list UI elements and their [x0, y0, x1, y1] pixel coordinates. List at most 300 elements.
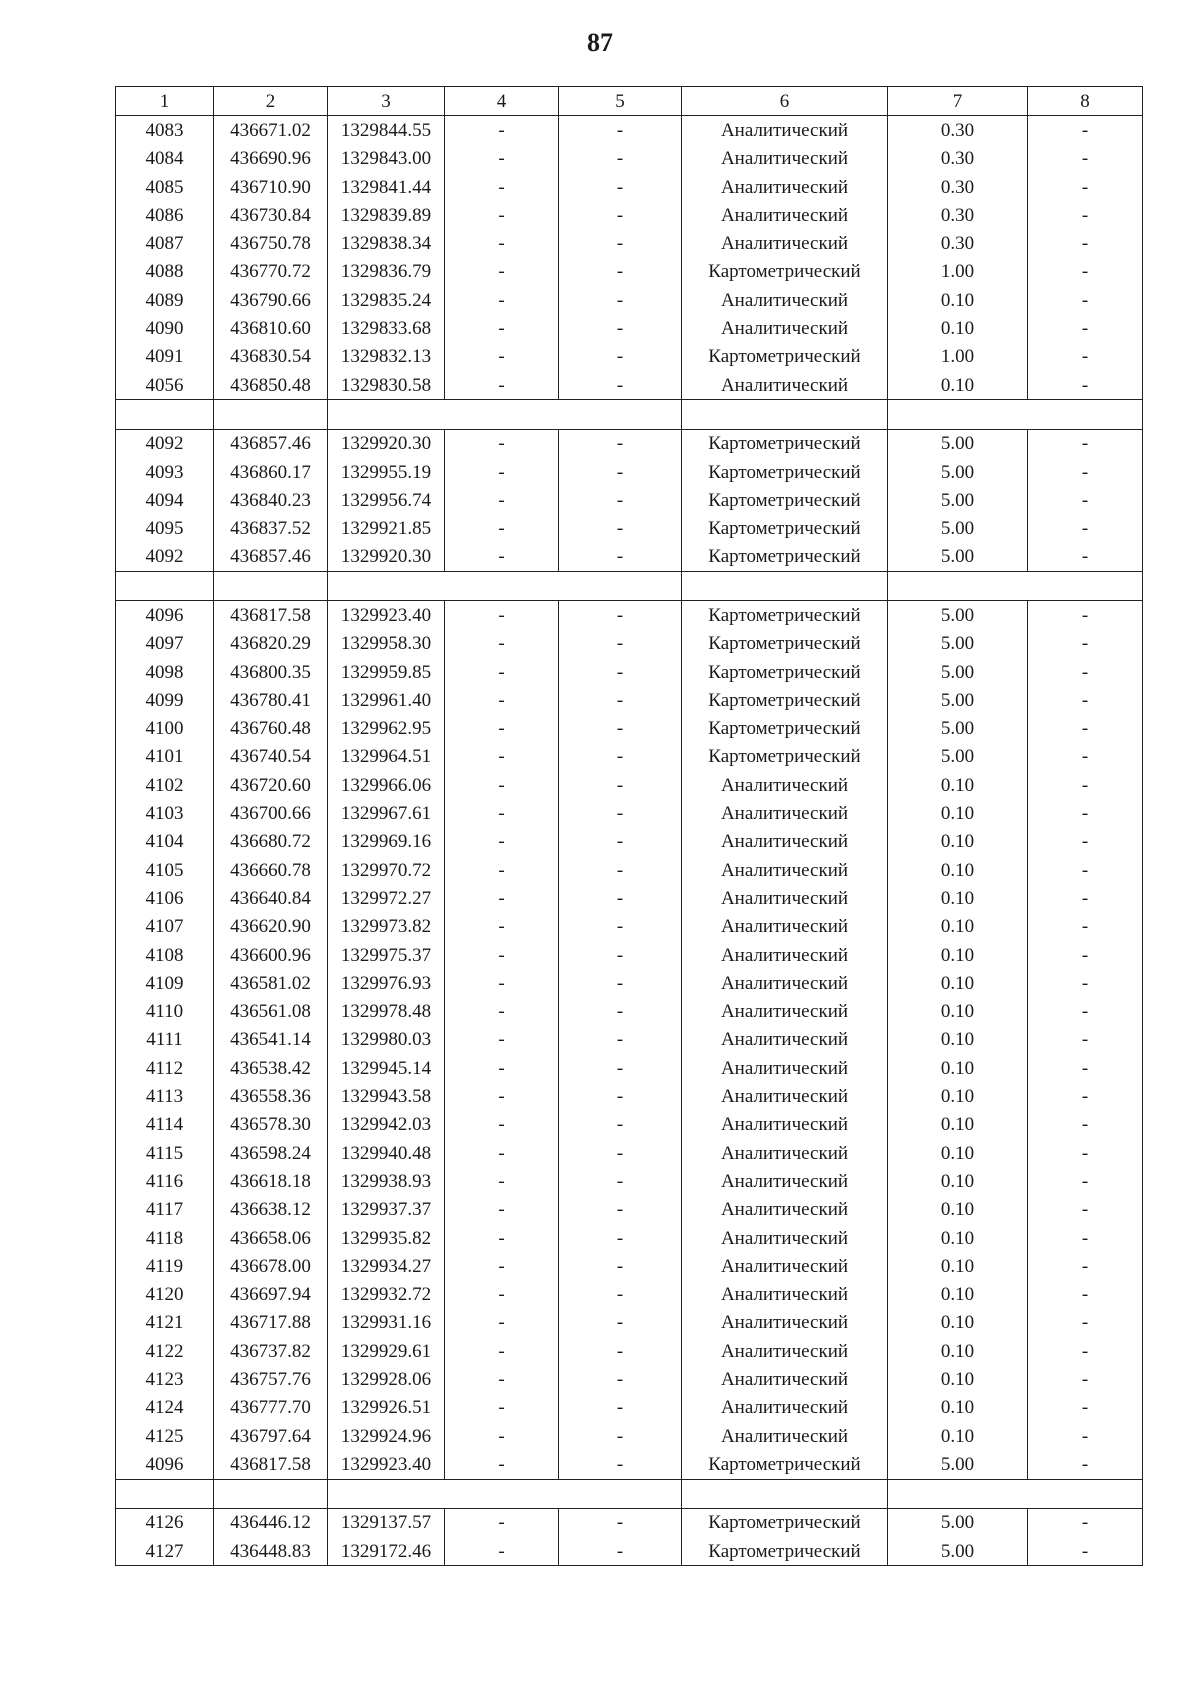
- table-cell: -: [1028, 601, 1143, 630]
- table-cell: Картометрический: [682, 429, 888, 458]
- table-row: [116, 258, 1143, 286]
- table-cell: 4083: [116, 116, 214, 145]
- table-cell: -: [1028, 1026, 1143, 1054]
- table-cell: 436600.96: [214, 941, 328, 969]
- table-cell: 1329835.24: [328, 286, 445, 314]
- table-cell: -: [1028, 1054, 1143, 1082]
- table-cell: -: [445, 1337, 559, 1365]
- table-cell: 436860.17: [214, 458, 328, 486]
- table-cell: Аналитический: [682, 173, 888, 201]
- table-cell: 4095: [116, 514, 214, 542]
- empty-cell: [328, 400, 445, 429]
- table-cell: Картометрический: [682, 458, 888, 486]
- table-cell: -: [1028, 828, 1143, 856]
- table-cell: -: [559, 828, 682, 856]
- empty-cell: [328, 572, 445, 601]
- table-cell: 1329920.30: [328, 543, 445, 572]
- table-cell: 1329923.40: [328, 601, 445, 630]
- table-row: [116, 856, 1143, 884]
- table-cell: -: [559, 601, 682, 630]
- table-cell: -: [1028, 658, 1143, 686]
- table-cell: 436760.48: [214, 715, 328, 743]
- separator-row: [116, 1479, 1143, 1508]
- table-cell: 436618.18: [214, 1167, 328, 1195]
- table-row: [116, 1422, 1143, 1450]
- table-cell: 4089: [116, 286, 214, 314]
- table-cell: -: [445, 686, 559, 714]
- table-cell: 1329973.82: [328, 913, 445, 941]
- table-cell: -: [1028, 1252, 1143, 1280]
- table-cell: Аналитический: [682, 1082, 888, 1110]
- page-number: 87: [587, 28, 613, 57]
- table-row: [116, 486, 1143, 514]
- table-cell: 4112: [116, 1054, 214, 1082]
- table-cell: -: [1028, 343, 1143, 371]
- table-row: [116, 201, 1143, 229]
- table-cell: -: [445, 1252, 559, 1280]
- table-cell: 0.30: [888, 229, 1028, 257]
- table-cell: 436658.06: [214, 1224, 328, 1252]
- table-cell: 1329942.03: [328, 1111, 445, 1139]
- table-cell: Картометрический: [682, 686, 888, 714]
- table-cell: -: [559, 514, 682, 542]
- table-cell: 4114: [116, 1111, 214, 1139]
- table-cell: -: [445, 286, 559, 314]
- table-row: [116, 743, 1143, 771]
- table-cell: -: [1028, 856, 1143, 884]
- table-cell: 0.10: [888, 1365, 1028, 1393]
- empty-cell: [116, 1479, 214, 1508]
- table-cell: -: [445, 201, 559, 229]
- table-row: [116, 1537, 1143, 1566]
- table-row: [116, 1365, 1143, 1393]
- table-cell: 0.10: [888, 771, 1028, 799]
- table-cell: 4125: [116, 1422, 214, 1450]
- table-cell: -: [1028, 998, 1143, 1026]
- table-cell: -: [1028, 258, 1143, 286]
- table-cell: -: [559, 486, 682, 514]
- table-row: [116, 1337, 1143, 1365]
- table-cell: -: [559, 1394, 682, 1422]
- table-cell: 1329921.85: [328, 514, 445, 542]
- table-cell: 0.10: [888, 1167, 1028, 1195]
- table-cell: 436446.12: [214, 1508, 328, 1537]
- table-cell: -: [445, 1082, 559, 1110]
- table-cell: -: [445, 630, 559, 658]
- table-cell: 4118: [116, 1224, 214, 1252]
- table-cell: 436750.78: [214, 229, 328, 257]
- table-cell: Аналитический: [682, 913, 888, 941]
- empty-cell: [214, 1479, 328, 1508]
- table-cell: -: [445, 1537, 559, 1566]
- table-cell: -: [445, 514, 559, 542]
- table-cell: Аналитический: [682, 969, 888, 997]
- table-cell: Картометрический: [682, 543, 888, 572]
- table-row: [116, 1309, 1143, 1337]
- table-cell: 0.30: [888, 116, 1028, 145]
- table-cell: -: [1028, 969, 1143, 997]
- table-cell: 436680.72: [214, 828, 328, 856]
- table-cell: -: [445, 1394, 559, 1422]
- table-cell: -: [559, 116, 682, 145]
- table-row: [116, 1167, 1143, 1195]
- table-cell: -: [1028, 145, 1143, 173]
- empty-cell: [445, 572, 559, 601]
- table-row: [116, 458, 1143, 486]
- table-cell: 4093: [116, 458, 214, 486]
- table-cell: 0.10: [888, 1082, 1028, 1110]
- table-cell: 4097: [116, 630, 214, 658]
- table-cell: 436561.08: [214, 998, 328, 1026]
- table-cell: -: [445, 658, 559, 686]
- table-cell: -: [1028, 1337, 1143, 1365]
- table-cell: -: [1028, 1224, 1143, 1252]
- table-cell: -: [445, 1280, 559, 1308]
- table-cell: 436857.46: [214, 429, 328, 458]
- table-row: [116, 371, 1143, 400]
- empty-cell: [888, 1479, 1028, 1508]
- empty-cell: [445, 1479, 559, 1508]
- table-cell: 436558.36: [214, 1082, 328, 1110]
- empty-cell: [116, 400, 214, 429]
- table-cell: Аналитический: [682, 1337, 888, 1365]
- table-cell: -: [559, 201, 682, 229]
- table-cell: 0.10: [888, 1280, 1028, 1308]
- table-cell: 436780.41: [214, 686, 328, 714]
- table-cell: -: [445, 543, 559, 572]
- table-cell: -: [559, 258, 682, 286]
- table-cell: Аналитический: [682, 828, 888, 856]
- table-cell: 1329920.30: [328, 429, 445, 458]
- table-cell: -: [1028, 371, 1143, 400]
- table-cell: Аналитический: [682, 201, 888, 229]
- table-cell: Картометрический: [682, 1537, 888, 1566]
- table-cell: 5.00: [888, 514, 1028, 542]
- table-row: [116, 1082, 1143, 1110]
- table-cell: 0.10: [888, 371, 1028, 400]
- table-row: [116, 343, 1143, 371]
- table-cell: 436820.29: [214, 630, 328, 658]
- table-cell: -: [445, 1026, 559, 1054]
- table-cell: -: [559, 998, 682, 1026]
- table-cell: -: [559, 1139, 682, 1167]
- table-body: [116, 116, 1143, 1566]
- table-cell: -: [559, 173, 682, 201]
- table-cell: 0.10: [888, 1422, 1028, 1450]
- table-cell: Картометрический: [682, 630, 888, 658]
- table-cell: -: [445, 343, 559, 371]
- table-cell: 436740.54: [214, 743, 328, 771]
- table-cell: Аналитический: [682, 145, 888, 173]
- table-cell: Картометрический: [682, 514, 888, 542]
- table-cell: 4098: [116, 658, 214, 686]
- table-cell: Аналитический: [682, 116, 888, 145]
- table-cell: -: [1028, 1111, 1143, 1139]
- table-row: [116, 1224, 1143, 1252]
- table-cell: 4105: [116, 856, 214, 884]
- table-row: [116, 998, 1143, 1026]
- table-cell: 5.00: [888, 686, 1028, 714]
- table-cell: -: [559, 715, 682, 743]
- table-cell: 436850.48: [214, 371, 328, 400]
- table-cell: 1329975.37: [328, 941, 445, 969]
- table-cell: 4085: [116, 173, 214, 201]
- table-row: [116, 429, 1143, 458]
- empty-cell: [1028, 572, 1143, 601]
- table-cell: 4090: [116, 314, 214, 342]
- table-cell: -: [445, 145, 559, 173]
- table-cell: 4107: [116, 913, 214, 941]
- table-cell: Аналитический: [682, 1280, 888, 1308]
- table-cell: -: [445, 913, 559, 941]
- table-cell: -: [445, 1224, 559, 1252]
- table-cell: 436541.14: [214, 1026, 328, 1054]
- empty-cell: [682, 400, 888, 429]
- table-row: [116, 1026, 1143, 1054]
- table-cell: 4123: [116, 1365, 214, 1393]
- table-cell: 5.00: [888, 601, 1028, 630]
- table-cell: -: [1028, 514, 1143, 542]
- table-cell: 1329137.57: [328, 1508, 445, 1537]
- table-cell: -: [1028, 941, 1143, 969]
- table-cell: 1329931.16: [328, 1309, 445, 1337]
- table-cell: Аналитический: [682, 771, 888, 799]
- table-cell: -: [559, 884, 682, 912]
- table-cell: -: [559, 145, 682, 173]
- table-cell: Аналитический: [682, 1365, 888, 1393]
- table-cell: Аналитический: [682, 1139, 888, 1167]
- table-cell: -: [445, 371, 559, 400]
- table-cell: 5.00: [888, 1450, 1028, 1479]
- table-cell: 1329830.58: [328, 371, 445, 400]
- table-cell: 1329945.14: [328, 1054, 445, 1082]
- col-header: 7: [888, 87, 1028, 116]
- table-cell: 4086: [116, 201, 214, 229]
- table-cell: 4121: [116, 1309, 214, 1337]
- table-cell: 1329843.00: [328, 145, 445, 173]
- table-cell: Картометрический: [682, 658, 888, 686]
- table-cell: -: [559, 941, 682, 969]
- table-cell: 0.10: [888, 1309, 1028, 1337]
- table-cell: -: [559, 1054, 682, 1082]
- table-cell: -: [559, 429, 682, 458]
- table-cell: Аналитический: [682, 1026, 888, 1054]
- table-cell: 1329962.95: [328, 715, 445, 743]
- table-cell: 1329955.19: [328, 458, 445, 486]
- table-cell: 4122: [116, 1337, 214, 1365]
- table-cell: 5.00: [888, 743, 1028, 771]
- table-cell: -: [1028, 173, 1143, 201]
- table-cell: 436810.60: [214, 314, 328, 342]
- table-cell: 1329956.74: [328, 486, 445, 514]
- table-cell: 4124: [116, 1394, 214, 1422]
- table-cell: 0.10: [888, 1196, 1028, 1224]
- table-cell: -: [1028, 229, 1143, 257]
- table-row: [116, 1508, 1143, 1537]
- table-cell: 4101: [116, 743, 214, 771]
- table-cell: Аналитический: [682, 884, 888, 912]
- table-cell: -: [1028, 429, 1143, 458]
- table-cell: 1329929.61: [328, 1337, 445, 1365]
- table-cell: 4108: [116, 941, 214, 969]
- table-cell: -: [445, 258, 559, 286]
- table-row: [116, 1252, 1143, 1280]
- table-cell: Аналитический: [682, 799, 888, 827]
- table-cell: 1329926.51: [328, 1394, 445, 1422]
- table-cell: 0.10: [888, 1252, 1028, 1280]
- table-cell: 1329928.06: [328, 1365, 445, 1393]
- table-cell: 1329943.58: [328, 1082, 445, 1110]
- table-cell: -: [559, 229, 682, 257]
- table-cell: -: [1028, 1422, 1143, 1450]
- table-cell: -: [1028, 1196, 1143, 1224]
- table-cell: -: [559, 1167, 682, 1195]
- table-cell: 1329924.96: [328, 1422, 445, 1450]
- table-cell: 1329980.03: [328, 1026, 445, 1054]
- table-cell: 0.10: [888, 799, 1028, 827]
- table-cell: 1329841.44: [328, 173, 445, 201]
- table-cell: -: [1028, 913, 1143, 941]
- table-cell: 4056: [116, 371, 214, 400]
- table-cell: Аналитический: [682, 229, 888, 257]
- table-cell: Аналитический: [682, 998, 888, 1026]
- table-cell: -: [445, 799, 559, 827]
- empty-cell: [888, 400, 1028, 429]
- table-cell: 1329839.89: [328, 201, 445, 229]
- table-cell: -: [1028, 1450, 1143, 1479]
- table-cell: -: [445, 969, 559, 997]
- table-cell: 1329838.34: [328, 229, 445, 257]
- table-cell: 436697.94: [214, 1280, 328, 1308]
- table-cell: 5.00: [888, 429, 1028, 458]
- table-cell: Картометрический: [682, 1508, 888, 1537]
- table-cell: 436770.72: [214, 258, 328, 286]
- table-cell: 0.10: [888, 1224, 1028, 1252]
- table-cell: 5.00: [888, 1537, 1028, 1566]
- table-cell: 0.10: [888, 1337, 1028, 1365]
- table-cell: 4092: [116, 429, 214, 458]
- table-cell: 1329940.48: [328, 1139, 445, 1167]
- table-cell: 4119: [116, 1252, 214, 1280]
- table-row: [116, 799, 1143, 827]
- table-cell: 436710.90: [214, 173, 328, 201]
- table-cell: Аналитический: [682, 1309, 888, 1337]
- table-cell: 4113: [116, 1082, 214, 1110]
- table-row: [116, 658, 1143, 686]
- table-row: [116, 1054, 1143, 1082]
- table-cell: -: [1028, 1508, 1143, 1537]
- table-cell: 4104: [116, 828, 214, 856]
- table-row: [116, 913, 1143, 941]
- table-cell: 4106: [116, 884, 214, 912]
- table-cell: Аналитический: [682, 1111, 888, 1139]
- table-cell: -: [559, 1252, 682, 1280]
- table-cell: -: [1028, 314, 1143, 342]
- table-cell: -: [445, 314, 559, 342]
- table-row: [116, 686, 1143, 714]
- table-cell: 436857.46: [214, 543, 328, 572]
- table-cell: 436777.70: [214, 1394, 328, 1422]
- table-cell: -: [559, 1450, 682, 1479]
- table-row: [116, 1139, 1143, 1167]
- table-cell: -: [445, 1054, 559, 1082]
- table-row: [116, 1196, 1143, 1224]
- table-cell: 4120: [116, 1280, 214, 1308]
- table-cell: 0.10: [888, 314, 1028, 342]
- table-cell: 436817.58: [214, 601, 328, 630]
- table-cell: -: [559, 458, 682, 486]
- table-cell: 436638.12: [214, 1196, 328, 1224]
- table-cell: 0.10: [888, 884, 1028, 912]
- table-cell: -: [445, 884, 559, 912]
- table-cell: 436678.00: [214, 1252, 328, 1280]
- table-cell: 436720.60: [214, 771, 328, 799]
- table-row: [116, 771, 1143, 799]
- table-row: [116, 1111, 1143, 1139]
- table-cell: 4091: [116, 343, 214, 371]
- table-cell: Картометрический: [682, 258, 888, 286]
- table-cell: -: [559, 371, 682, 400]
- table-cell: Аналитический: [682, 1196, 888, 1224]
- table-cell: -: [1028, 1309, 1143, 1337]
- empty-cell: [682, 572, 888, 601]
- table-cell: 436538.42: [214, 1054, 328, 1082]
- table-row: [116, 601, 1143, 630]
- table-cell: 436690.96: [214, 145, 328, 173]
- table-cell: -: [559, 1224, 682, 1252]
- empty-cell: [116, 572, 214, 601]
- table-cell: 1329938.93: [328, 1167, 445, 1195]
- table-cell: -: [559, 1365, 682, 1393]
- table-cell: -: [559, 1537, 682, 1566]
- table-cell: -: [1028, 743, 1143, 771]
- table-cell: 4087: [116, 229, 214, 257]
- table-cell: 436717.88: [214, 1309, 328, 1337]
- col-header: 8: [1028, 87, 1143, 116]
- table-cell: 436800.35: [214, 658, 328, 686]
- table-row: [116, 1394, 1143, 1422]
- table-cell: -: [445, 828, 559, 856]
- table-row: [116, 229, 1143, 257]
- table-cell: Аналитический: [682, 1394, 888, 1422]
- table-cell: 0.30: [888, 173, 1028, 201]
- table-row: [116, 828, 1143, 856]
- table-cell: -: [559, 743, 682, 771]
- table-cell: 436620.90: [214, 913, 328, 941]
- table-cell: 1329172.46: [328, 1537, 445, 1566]
- table-cell: -: [559, 543, 682, 572]
- table-cell: 1329970.72: [328, 856, 445, 884]
- table-cell: 436797.64: [214, 1422, 328, 1450]
- table-cell: 436757.76: [214, 1365, 328, 1393]
- table-cell: Аналитический: [682, 856, 888, 884]
- table-cell: 436640.84: [214, 884, 328, 912]
- table-cell: -: [559, 1508, 682, 1537]
- table-cell: 436578.30: [214, 1111, 328, 1139]
- table-cell: 4116: [116, 1167, 214, 1195]
- table-row: [116, 1450, 1143, 1479]
- table-cell: Картометрический: [682, 601, 888, 630]
- table-header: [116, 87, 1143, 116]
- table-cell: -: [1028, 715, 1143, 743]
- table-cell: 4126: [116, 1508, 214, 1537]
- table-cell: Картометрический: [682, 715, 888, 743]
- table-cell: 1329844.55: [328, 116, 445, 145]
- table-cell: 1329833.68: [328, 314, 445, 342]
- table-cell: 4094: [116, 486, 214, 514]
- table-cell: -: [1028, 116, 1143, 145]
- table-cell: 436700.66: [214, 799, 328, 827]
